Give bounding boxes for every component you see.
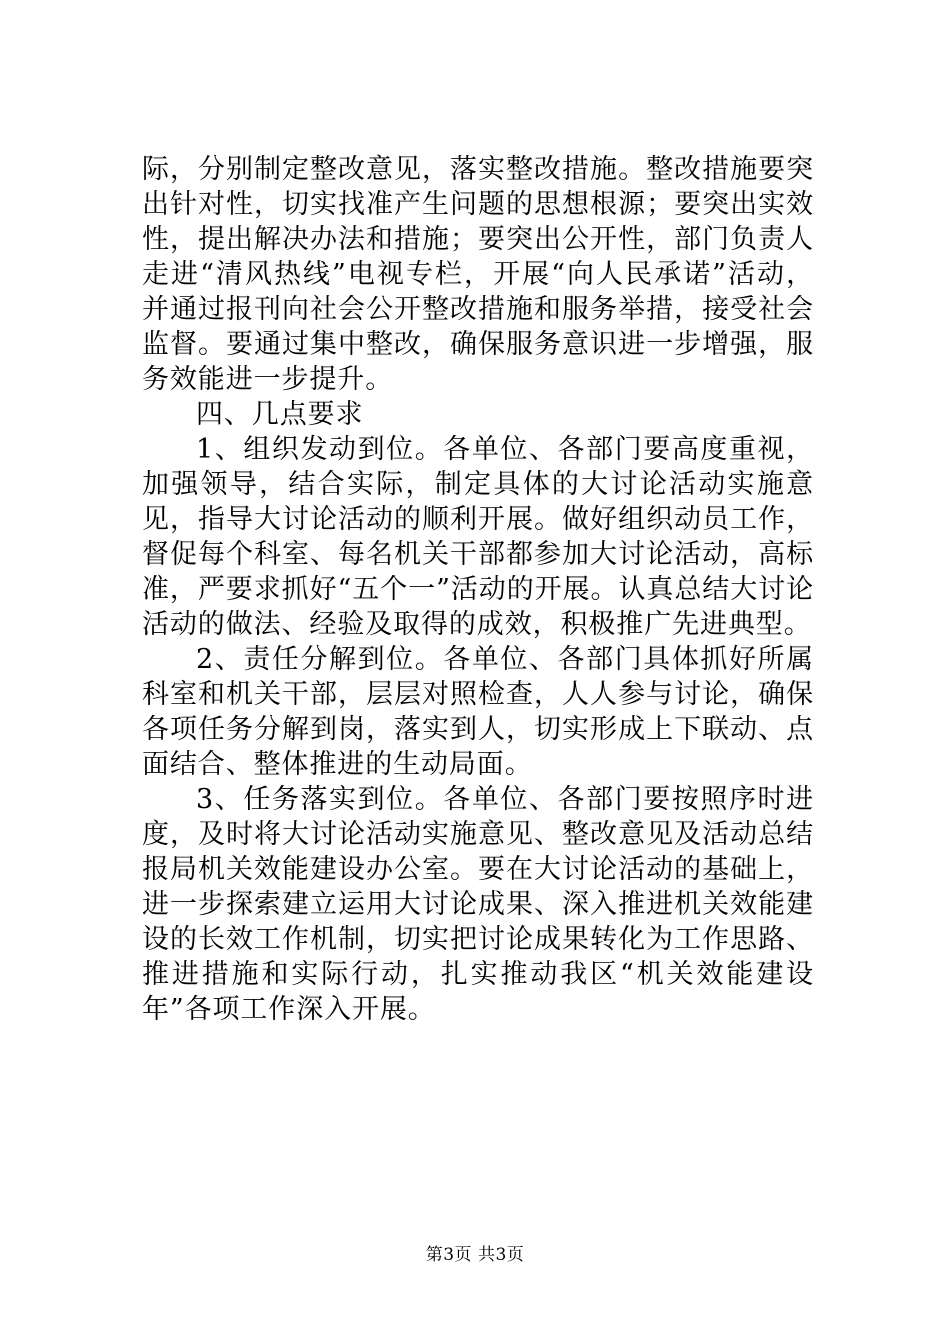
paragraph-requirement-2: 2、责任分解到位。各单位、各部门具体抓好所属科室和机关干部，层层对照检查，人人参与讨论，确保各项任务分解到岗，落实到人，切实形成上下联动、点面结合、整体推进的生动局面。 [142,644,814,780]
section-heading-requirements: 四、几点要求 [196,399,364,430]
document-body [142,152,814,1027]
paragraph-requirement-3: 3、任务落实到位。各单位、各部门要按照序时进度，及时将大讨论活动实施意见、整改意见及活动总结报局机关效能建设办公室。要在大讨论活动的基础上，进一步探索建立运用大讨论成果、深入推进机关效能建设的长效工作机制，切实把讨论成果转化为工作思路、推进措施和实际行动，扎实推动我区“机关效能建设年”各项工作深入开展。 [142,784,814,1025]
page-number-footer: 第3页 共3页 [425,1245,525,1265]
paragraph-rectification-measures: 际，分别制定整改意见，落实整改措施。整改措施要突出针对性，切实找准产生问题的思想根源；要突出实效性，提出解决办法和措施；要突出公开性，部门负责人走进“清风热线”电视专栏，开展“向人民承诺”活动，并通过报刊向社会公开整改措施和服务举措，接受社会监督。要通过集中整改，确保服务意识进一步增强，服务效能进一步提升。 [142,154,814,395]
paragraph-requirement-1: 1、组织发动到位。各单位、各部门要高度重视，加强领导，结合实际，制定具体的大讨论活动实施意见，指导大讨论活动的顺利开展。做好组织动员工作，督促每个科室、每名机关干部都参加大讨论活动，高标准，严要求抓好“五个一”活动的开展。认真总结大讨论活动的做法、经验及取得的成效，积极推广先进典型。 [142,434,814,640]
